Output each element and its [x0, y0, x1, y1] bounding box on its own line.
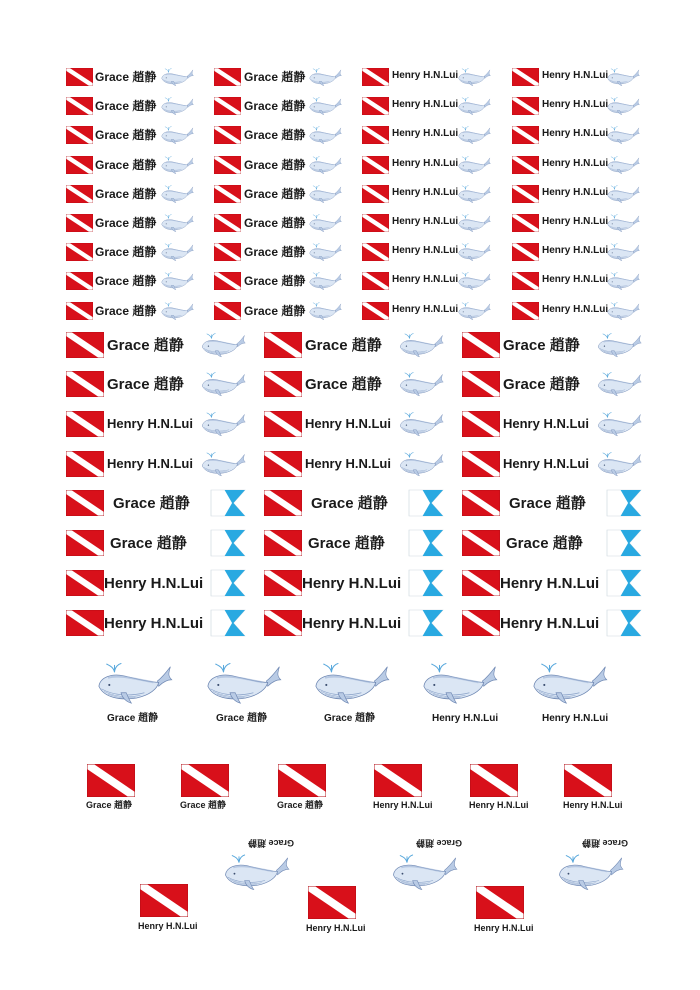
dive-flag-icon: [512, 243, 539, 261]
whale-icon: [308, 212, 342, 234]
name-label-grace: Grace 趙静: [506, 535, 583, 552]
name-label-grace: Grace 趙静: [107, 376, 184, 393]
dive-flag-icon: [66, 243, 93, 261]
name-label-grace: Grace 趙静: [324, 713, 376, 724]
name-label-henry: Henry H.N.Lui: [305, 456, 391, 471]
name-label-henry: Henry H.N.Lui: [542, 713, 609, 724]
alpha-flag-icon: [211, 570, 245, 596]
name-label-henry: Henry H.N.Lui: [542, 274, 609, 286]
name-label-henry: Henry H.N.Lui: [104, 575, 204, 592]
dive-flag-icon: [214, 272, 241, 290]
dive-flag-icon: [362, 126, 389, 144]
dive-flag-icon: [181, 764, 229, 797]
name-label-grace: Grace 趙静: [95, 99, 157, 114]
dive-flag-icon: [362, 272, 389, 290]
alpha-flag-icon: [211, 530, 245, 556]
name-label-henry: Henry H.N.Lui: [392, 70, 459, 81]
whale-icon: [308, 66, 342, 88]
dive-flag-icon: [374, 764, 422, 797]
name-label-grace: Grace 趙静: [180, 800, 227, 810]
dive-flag-icon: [512, 156, 539, 174]
whale-icon: [606, 95, 640, 117]
name-label-henry: Henry H.N.Lui: [474, 923, 534, 933]
whale-icon: [204, 660, 282, 706]
dive-flag-icon: [512, 126, 539, 144]
whale-icon: [457, 212, 491, 234]
whale-icon: [606, 241, 640, 263]
dive-flag-icon: [462, 332, 500, 358]
whale-icon: [312, 660, 390, 706]
whale-icon: [95, 660, 173, 706]
whale-icon: [308, 95, 342, 117]
dive-flag-icon: [66, 68, 93, 86]
name-label-grace: Grace 趙静: [503, 337, 580, 354]
dive-flag-icon: [512, 68, 539, 86]
name-label-grace: Grace 趙静: [582, 838, 629, 848]
whale-icon: [420, 660, 498, 706]
name-label-grace: Grace 趙静: [244, 303, 306, 318]
name-label-grace: Grace 趙静: [95, 274, 157, 289]
whale-icon: [457, 124, 491, 146]
dive-flag-icon: [512, 97, 539, 115]
dive-flag-icon: [462, 371, 500, 397]
name-label-grace: Grace 趙静: [509, 495, 586, 512]
name-label-henry: Henry H.N.Lui: [563, 800, 623, 810]
whale-icon: [160, 124, 194, 146]
dive-flag-icon: [66, 185, 93, 203]
name-label-grace: Grace 趙静: [95, 245, 157, 260]
name-label-henry: Henry H.N.Lui: [542, 303, 609, 315]
name-label-henry: Henry H.N.Lui: [392, 274, 459, 286]
name-label-grace: Grace 趙静: [416, 838, 463, 848]
name-label-henry: Henry H.N.Lui: [392, 303, 459, 315]
dive-flag-icon: [470, 764, 518, 797]
name-label-henry: Henry H.N.Lui: [542, 245, 609, 257]
whale-icon: [398, 409, 444, 439]
name-label-grace: Grace 趙静: [107, 337, 184, 354]
dive-flag-icon: [264, 570, 302, 596]
name-label-henry: Henry H.N.Lui: [302, 615, 402, 632]
whale-icon: [200, 409, 246, 439]
alpha-flag-icon: [211, 610, 245, 636]
alpha-flag-icon: [409, 530, 443, 556]
name-label-grace: Grace 趙静: [305, 337, 382, 354]
whale-icon: [160, 183, 194, 205]
dive-flag-icon: [214, 214, 241, 232]
dive-flag-icon: [512, 272, 539, 290]
whale-icon: [457, 154, 491, 176]
dive-flag-icon: [66, 371, 104, 397]
dive-flag-icon: [264, 490, 302, 516]
name-label-grace: Grace 趙静: [216, 713, 268, 724]
dive-flag-icon: [278, 764, 326, 797]
name-label-henry: Henry H.N.Lui: [373, 800, 433, 810]
dive-flag-icon: [308, 886, 356, 919]
whale-icon: [200, 369, 246, 399]
alpha-flag-icon: [211, 490, 245, 516]
name-label-henry: Henry H.N.Lui: [542, 157, 609, 169]
whale-icon: [160, 212, 194, 234]
name-label-grace: Grace 趙静: [110, 535, 187, 552]
dive-flag-icon: [564, 764, 612, 797]
name-label-henry: Henry H.N.Lui: [500, 615, 600, 632]
whale-icon: [222, 852, 290, 892]
dive-flag-icon: [264, 530, 302, 556]
name-label-henry: Henry H.N.Lui: [542, 99, 609, 111]
dive-flag-icon: [362, 243, 389, 261]
dive-flag-icon: [214, 302, 241, 320]
dive-flag-icon: [512, 214, 539, 232]
dive-flag-icon: [362, 68, 389, 86]
whale-icon: [308, 270, 342, 292]
whale-icon: [160, 95, 194, 117]
name-label-henry: Henry H.N.Lui: [104, 615, 204, 632]
alpha-flag-icon: [607, 570, 641, 596]
whale-icon: [606, 154, 640, 176]
dive-flag-icon: [362, 185, 389, 203]
name-label-grace: Grace 趙静: [308, 535, 385, 552]
whale-icon: [606, 270, 640, 292]
name-label-henry: Henry H.N.Lui: [138, 921, 198, 931]
name-label-grace: Grace 趙静: [244, 186, 306, 201]
name-label-grace: Grace 趙静: [86, 800, 133, 810]
dive-flag-icon: [462, 530, 500, 556]
whale-icon: [606, 124, 640, 146]
alpha-flag-icon: [607, 610, 641, 636]
whale-icon: [606, 212, 640, 234]
whale-icon: [398, 449, 444, 479]
whale-icon: [398, 369, 444, 399]
alpha-flag-icon: [409, 490, 443, 516]
whale-icon: [308, 154, 342, 176]
whale-icon: [160, 66, 194, 88]
dive-flag-icon: [512, 185, 539, 203]
alpha-flag-icon: [607, 490, 641, 516]
name-label-grace: Grace 趙静: [107, 713, 159, 724]
dive-flag-icon: [476, 886, 524, 919]
name-label-henry: Henry H.N.Lui: [542, 216, 609, 227]
name-label-grace: Grace 趙静: [244, 245, 306, 260]
whale-icon: [596, 330, 642, 360]
whale-icon: [200, 449, 246, 479]
dive-flag-icon: [462, 490, 500, 516]
dive-flag-icon: [264, 371, 302, 397]
whale-icon: [200, 330, 246, 360]
name-label-grace: Grace 趙静: [95, 128, 157, 143]
dive-flag-icon: [362, 214, 389, 232]
dive-flag-icon: [66, 97, 93, 115]
whale-icon: [606, 183, 640, 205]
dive-flag-icon: [362, 156, 389, 174]
whale-icon: [530, 660, 608, 706]
whale-icon: [457, 300, 491, 322]
name-label-henry: Henry H.N.Lui: [305, 416, 391, 431]
name-label-grace: Grace 趙静: [244, 70, 306, 84]
whale-icon: [457, 183, 491, 205]
name-label-henry: Henry H.N.Lui: [306, 923, 366, 933]
name-label-henry: Henry H.N.Lui: [107, 416, 193, 431]
whale-icon: [596, 449, 642, 479]
name-label-henry: Henry H.N.Lui: [107, 456, 193, 471]
dive-flag-icon: [214, 126, 241, 144]
name-label-grace: Grace 趙静: [244, 157, 306, 172]
dive-flag-icon: [462, 451, 500, 477]
alpha-flag-icon: [409, 610, 443, 636]
dive-flag-icon: [214, 185, 241, 203]
alpha-flag-icon: [607, 530, 641, 556]
name-label-grace: Grace 趙静: [244, 274, 306, 289]
name-label-henry: Henry H.N.Lui: [302, 575, 402, 592]
dive-flag-icon: [214, 68, 241, 86]
whale-icon: [160, 154, 194, 176]
dive-flag-icon: [66, 490, 104, 516]
whale-icon: [457, 241, 491, 263]
name-label-grace: Grace 趙静: [244, 99, 306, 114]
alpha-flag-icon: [409, 570, 443, 596]
name-label-henry: Henry H.N.Lui: [392, 245, 459, 257]
dive-flag-icon: [264, 451, 302, 477]
dive-flag-icon: [66, 156, 93, 174]
whale-icon: [457, 95, 491, 117]
dive-flag-icon: [66, 302, 93, 320]
name-label-grace: Grace 趙静: [305, 376, 382, 393]
dive-flag-icon: [87, 764, 135, 797]
dive-flag-icon: [66, 214, 93, 232]
name-label-grace: Grace 趙静: [503, 376, 580, 393]
name-label-henry: Henry H.N.Lui: [469, 800, 529, 810]
whale-icon: [457, 270, 491, 292]
name-label-grace: Grace 趙静: [248, 838, 295, 848]
dive-flag-icon: [66, 332, 104, 358]
name-label-henry: Henry H.N.Lui: [503, 456, 589, 471]
whale-icon: [606, 300, 640, 322]
whale-icon: [308, 241, 342, 263]
dive-flag-icon: [264, 411, 302, 437]
dive-flag-icon: [66, 451, 104, 477]
dive-flag-icon: [66, 126, 93, 144]
whale-icon: [606, 66, 640, 88]
dive-flag-icon: [214, 243, 241, 261]
whale-icon: [457, 66, 491, 88]
name-label-grace: Grace 趙静: [113, 495, 190, 512]
name-label-henry: Henry H.N.Lui: [392, 216, 459, 227]
name-label-henry: Henry H.N.Lui: [392, 128, 459, 140]
dive-flag-icon: [66, 610, 104, 636]
name-label-grace: Grace 趙静: [244, 128, 306, 143]
dive-flag-icon: [462, 610, 500, 636]
whale-icon: [160, 241, 194, 263]
name-label-henry: Henry H.N.Lui: [432, 713, 499, 724]
name-label-grace: Grace 趙静: [95, 186, 157, 201]
dive-flag-icon: [66, 570, 104, 596]
whale-icon: [596, 409, 642, 439]
name-label-grace: Grace 趙静: [95, 157, 157, 172]
whale-icon: [160, 300, 194, 322]
name-label-grace: Grace 趙静: [244, 216, 306, 230]
name-label-grace: Grace 趙静: [311, 495, 388, 512]
name-label-henry: Henry H.N.Lui: [500, 575, 600, 592]
name-label-henry: Henry H.N.Lui: [392, 186, 459, 198]
name-label-henry: Henry H.N.Lui: [503, 416, 589, 431]
whale-icon: [308, 124, 342, 146]
name-label-grace: Grace 趙静: [95, 70, 157, 84]
name-label-grace: Grace 趙静: [95, 216, 157, 230]
dive-flag-icon: [66, 530, 104, 556]
whale-icon: [308, 300, 342, 322]
whale-icon: [398, 330, 444, 360]
dive-flag-icon: [214, 97, 241, 115]
dive-flag-icon: [512, 302, 539, 320]
name-label-henry: Henry H.N.Lui: [542, 70, 609, 81]
name-label-henry: Henry H.N.Lui: [392, 99, 459, 111]
dive-flag-icon: [362, 302, 389, 320]
dive-flag-icon: [264, 332, 302, 358]
whale-icon: [160, 270, 194, 292]
name-label-henry: Henry H.N.Lui: [542, 186, 609, 198]
name-label-grace: Grace 趙静: [95, 303, 157, 318]
dive-flag-icon: [264, 610, 302, 636]
dive-flag-icon: [140, 884, 188, 917]
whale-icon: [390, 852, 458, 892]
whale-icon: [596, 369, 642, 399]
name-label-henry: Henry H.N.Lui: [542, 128, 609, 140]
whale-icon: [556, 852, 624, 892]
dive-flag-icon: [362, 97, 389, 115]
dive-flag-icon: [462, 411, 500, 437]
name-label-grace: Grace 趙静: [277, 800, 324, 810]
dive-flag-icon: [214, 156, 241, 174]
whale-icon: [308, 183, 342, 205]
name-label-henry: Henry H.N.Lui: [392, 157, 459, 169]
dive-flag-icon: [462, 570, 500, 596]
dive-flag-icon: [66, 411, 104, 437]
dive-flag-icon: [66, 272, 93, 290]
